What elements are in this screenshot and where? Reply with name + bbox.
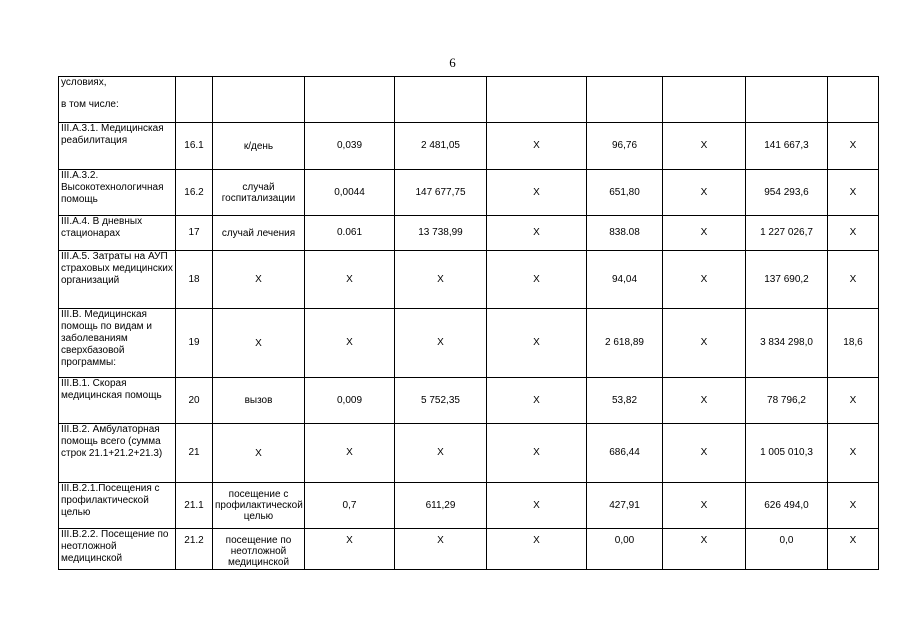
line-number-cell: 16.2 bbox=[176, 170, 213, 216]
value-cell: 2 618,89 bbox=[587, 309, 663, 378]
unit-cell: случай лечения bbox=[213, 216, 305, 251]
unit-cell: Х bbox=[213, 251, 305, 309]
value-cell: Х bbox=[828, 170, 879, 216]
unit-cell bbox=[213, 77, 305, 123]
value-cell: Х bbox=[487, 378, 587, 424]
value-cell: 141 667,3 bbox=[746, 123, 828, 170]
data-table bbox=[58, 76, 879, 570]
value-cell: 137 690,2 bbox=[746, 251, 828, 309]
cost-cell: Х bbox=[395, 529, 487, 570]
value-cell: 0,00 bbox=[587, 529, 663, 570]
value-cell: Х bbox=[487, 251, 587, 309]
cost-cell: 13 738,99 bbox=[395, 216, 487, 251]
cost-cell: Х bbox=[395, 309, 487, 378]
value-cell: 651,80 bbox=[587, 170, 663, 216]
value-cell: Х bbox=[828, 483, 879, 529]
norm-cell: Х bbox=[305, 251, 395, 309]
row-name-cell: III.В. Медицинская помощь по видам и заболеваниям сверхбазовой программы: bbox=[59, 309, 176, 378]
norm-cell: Х bbox=[305, 424, 395, 483]
value-cell: 1 005 010,3 bbox=[746, 424, 828, 483]
value-cell: 686,44 bbox=[587, 424, 663, 483]
unit-cell: к/день bbox=[213, 123, 305, 170]
norm-cell: 0,7 bbox=[305, 483, 395, 529]
norm-cell: 0,0044 bbox=[305, 170, 395, 216]
row-name-cell: III.В.2.1.Посещения с профилактической целью bbox=[59, 483, 176, 529]
norm-cell: 0,039 bbox=[305, 123, 395, 170]
value-cell: Х bbox=[663, 378, 746, 424]
value-cell: 96,76 bbox=[587, 123, 663, 170]
unit-cell: посещение с профилактической целью bbox=[213, 483, 305, 529]
value-cell: Х bbox=[663, 424, 746, 483]
value-cell bbox=[828, 77, 879, 123]
value-cell: Х bbox=[828, 424, 879, 483]
unit-cell: Х bbox=[213, 309, 305, 378]
row-name-cell: III.А.3.1. Медицинская реабилитация bbox=[59, 123, 176, 170]
value-cell bbox=[587, 77, 663, 123]
value-cell: Х bbox=[487, 424, 587, 483]
value-cell: Х bbox=[487, 123, 587, 170]
unit-cell: вызов bbox=[213, 378, 305, 424]
cost-cell bbox=[395, 77, 487, 123]
value-cell: Х bbox=[828, 123, 879, 170]
unit-cell: Х bbox=[213, 424, 305, 483]
value-cell bbox=[746, 77, 828, 123]
value-cell: Х bbox=[663, 529, 746, 570]
line-number-cell: 16.1 bbox=[176, 123, 213, 170]
row-name-text: в том числе: bbox=[61, 99, 119, 110]
value-cell: Х bbox=[487, 483, 587, 529]
value-cell: 18,6 bbox=[828, 309, 879, 378]
table-row bbox=[59, 483, 879, 529]
row-name-cell: III.А.4. В дневных стационарах bbox=[59, 216, 176, 251]
value-cell: 954 293,6 bbox=[746, 170, 828, 216]
value-cell: Х bbox=[487, 216, 587, 251]
line-number-cell: 20 bbox=[176, 378, 213, 424]
value-cell: Х bbox=[828, 216, 879, 251]
cost-cell: 611,29 bbox=[395, 483, 487, 529]
line-number-cell: 21.2 bbox=[176, 529, 213, 570]
row-name-cell bbox=[59, 77, 176, 123]
value-cell: Х bbox=[828, 251, 879, 309]
norm-cell bbox=[305, 77, 395, 123]
unit-cell: случай госпитализации bbox=[213, 170, 305, 216]
row-name-cell: III.В.2.2. Посещение по неотложной медицинской bbox=[59, 529, 176, 570]
unit-cell: посещение по неотложной медицинской bbox=[213, 529, 305, 570]
value-cell: 626 494,0 bbox=[746, 483, 828, 529]
line-number-cell bbox=[176, 77, 213, 123]
value-cell: 53,82 bbox=[587, 378, 663, 424]
cost-cell: 5 752,35 bbox=[395, 378, 487, 424]
value-cell: Х bbox=[663, 309, 746, 378]
table-row bbox=[59, 424, 879, 483]
norm-cell: 0,009 bbox=[305, 378, 395, 424]
page-number: 6 bbox=[449, 55, 456, 70]
row-name-cell: III.В.1. Скорая медицинская помощь bbox=[59, 378, 176, 424]
value-cell: Х bbox=[663, 251, 746, 309]
table-row bbox=[59, 170, 879, 216]
table-row bbox=[59, 251, 879, 309]
value-cell: Х bbox=[663, 216, 746, 251]
table-row bbox=[59, 529, 879, 570]
row-name-cell: III.В.2. Амбулаторная помощь всего (сумма строк 21.1+21.2+21.3) bbox=[59, 424, 176, 483]
norm-cell: Х bbox=[305, 529, 395, 570]
value-cell: 3 834 298,0 bbox=[746, 309, 828, 378]
line-number-cell: 19 bbox=[176, 309, 213, 378]
cost-cell: 2 481,05 bbox=[395, 123, 487, 170]
value-cell: 427,91 bbox=[587, 483, 663, 529]
row-name-text: условиях, bbox=[61, 77, 107, 88]
cost-cell: Х bbox=[395, 424, 487, 483]
value-cell: Х bbox=[663, 170, 746, 216]
value-cell: 0,0 bbox=[746, 529, 828, 570]
line-number-cell: 21.1 bbox=[176, 483, 213, 529]
table-row bbox=[59, 77, 879, 123]
value-cell: Х bbox=[828, 378, 879, 424]
line-number-cell: 17 bbox=[176, 216, 213, 251]
value-cell bbox=[487, 77, 587, 123]
table-row bbox=[59, 123, 879, 170]
row-name-cell: III.А.3.2. Высокотехнологичная помощь bbox=[59, 170, 176, 216]
table-row bbox=[59, 378, 879, 424]
row-name-cell: III.А.5. Затраты на АУП страховых медицинских организаций bbox=[59, 251, 176, 309]
value-cell: 1 227 026,7 bbox=[746, 216, 828, 251]
line-number-cell: 21 bbox=[176, 424, 213, 483]
table-row bbox=[59, 216, 879, 251]
value-cell: 838.08 bbox=[587, 216, 663, 251]
value-cell: Х bbox=[487, 309, 587, 378]
value-cell: Х bbox=[487, 170, 587, 216]
table-row bbox=[59, 309, 879, 378]
value-cell: Х bbox=[663, 123, 746, 170]
value-cell: Х bbox=[828, 529, 879, 570]
norm-cell: Х bbox=[305, 309, 395, 378]
value-cell: Х bbox=[487, 529, 587, 570]
cost-cell: 147 677,75 bbox=[395, 170, 487, 216]
line-number-cell: 18 bbox=[176, 251, 213, 309]
norm-cell: 0.061 bbox=[305, 216, 395, 251]
cost-cell: Х bbox=[395, 251, 487, 309]
value-cell: 94,04 bbox=[587, 251, 663, 309]
value-cell: Х bbox=[663, 483, 746, 529]
value-cell: 78 796,2 bbox=[746, 378, 828, 424]
value-cell bbox=[663, 77, 746, 123]
